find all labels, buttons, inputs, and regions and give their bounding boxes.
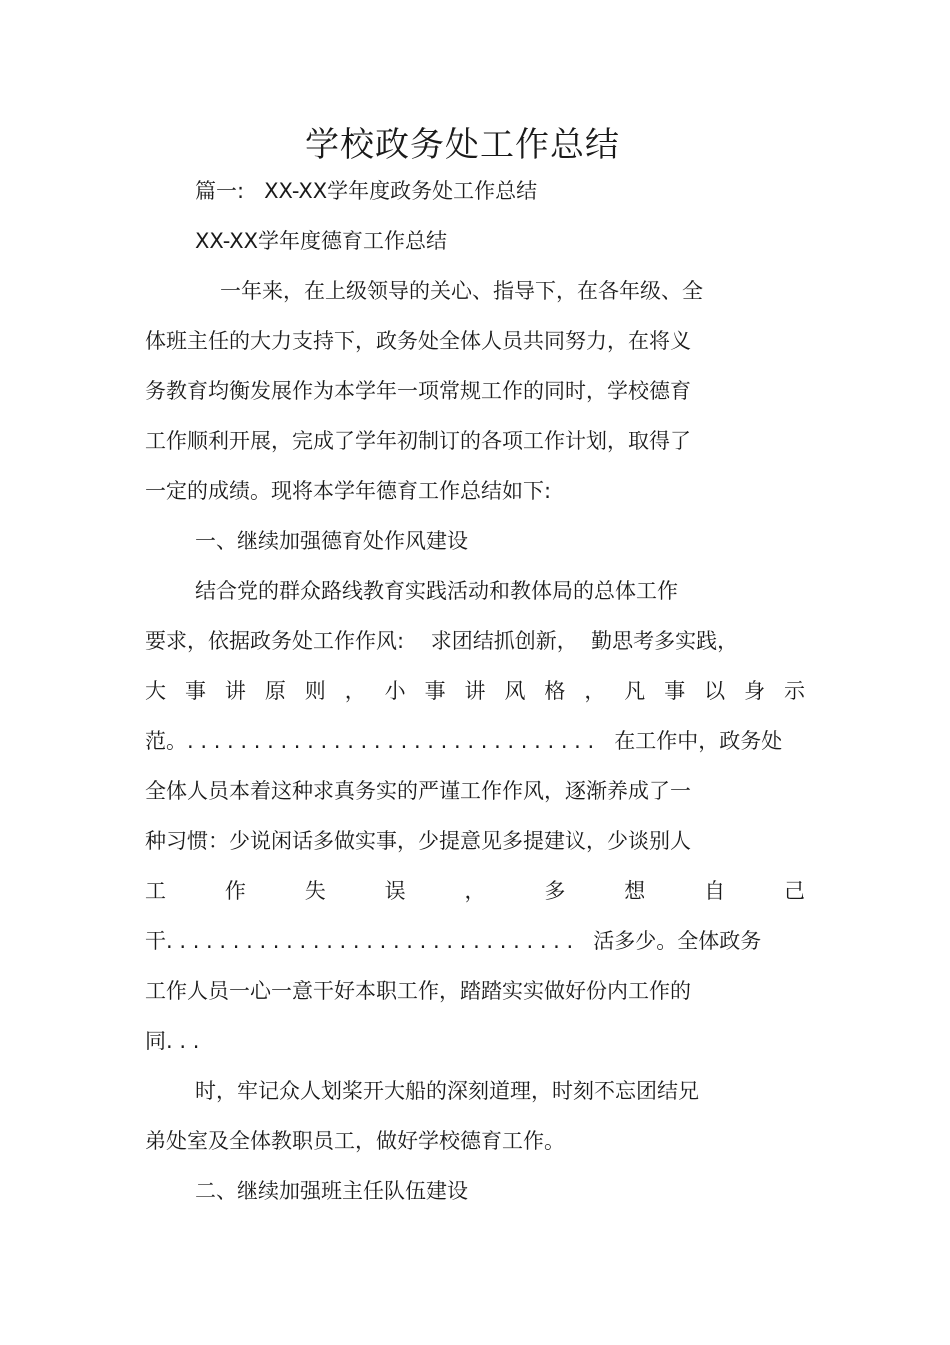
char: 风 xyxy=(504,679,526,703)
justified-line-work xyxy=(145,876,805,906)
char: 身 xyxy=(744,679,766,703)
char: ， xyxy=(344,679,366,703)
justified-line-principles xyxy=(145,676,805,706)
section-heading: XX-XX学年度德育工作总结 xyxy=(195,229,448,253)
char: 作 xyxy=(224,879,246,903)
char: ， xyxy=(464,879,486,903)
char: 事 xyxy=(184,679,206,703)
char: 示 xyxy=(784,679,805,703)
char: 自 xyxy=(704,879,726,903)
char: 误 xyxy=(384,879,406,903)
char: 原 xyxy=(264,679,286,703)
char: 己 xyxy=(784,879,805,903)
char: 想 xyxy=(624,879,646,903)
subtitle-article-one: 篇一: XX-XX学年度政务处工作总结 xyxy=(195,179,538,203)
char: 格 xyxy=(544,679,566,703)
char: ， xyxy=(584,679,606,703)
section-heading-two: 二、继续加强班主任队伍建设 xyxy=(195,1179,468,1203)
document-title: 学校政务处工作总结 xyxy=(305,125,620,165)
paragraph-line: 工作顺利开展，完成了学年初制订的各项工作计划，取得了 xyxy=(145,429,691,453)
section-heading-one: 一、继续加强德育处作风建设 xyxy=(195,529,468,553)
char: 以 xyxy=(704,679,726,703)
char: 小 xyxy=(384,679,406,703)
char: 事 xyxy=(664,679,686,703)
char: 事 xyxy=(424,679,446,703)
char: 凡 xyxy=(624,679,646,703)
char: 则 xyxy=(304,679,326,703)
paragraph-line: 同. . . xyxy=(145,1029,200,1053)
char: 大 xyxy=(145,679,166,703)
paragraph-line: 工作人员一心一意干好本职工作，踏踏实实做好份内工作的 xyxy=(145,979,691,1003)
paragraph-line: 一定的成绩。现将本学年德育工作总结如下: xyxy=(145,479,552,503)
paragraph-line: 一年来，在上级领导的关心、指导下，在各年级、全 xyxy=(220,279,703,303)
char: 多 xyxy=(544,879,566,903)
paragraph-line: 时，牢记众人划桨开大船的深刻道理，时刻不忘团结兄 xyxy=(195,1079,699,1103)
char: 工 xyxy=(145,879,166,903)
paragraph-line: 务教育均衡发展作为本学年一项常规工作的同时，学校德育 xyxy=(145,379,691,403)
paragraph-line: 全体人员本着这种求真务实的严谨工作作风，逐渐养成了一 xyxy=(145,779,691,803)
paragraph-line: 种习惯：少说闲话多做实事，少提意见多提建议，少谈别人 xyxy=(145,829,691,853)
paragraph-line: 要求，依据政务处工作作风: 求团结抓创新， 勤思考多实践， xyxy=(145,629,739,653)
paragraph-line: 结合党的群众路线教育实践活动和教体局的总体工作 xyxy=(195,579,678,603)
paragraph-line: 范。. . . . . . . . . . . . . . . . . . . . . . . . . . . . . . . 在工作中，政务处 xyxy=(145,729,783,753)
paragraph-line: 体班主任的大力支持下，政务处全体人员共同努力，在将义 xyxy=(145,329,691,353)
paragraph-line: 干. . . . . . . . . . . . . . . . . . . . . . . . . . . . . . . 活多少。全体政务 xyxy=(145,929,762,953)
char: 失 xyxy=(304,879,326,903)
char: 讲 xyxy=(224,679,246,703)
char: 讲 xyxy=(464,679,486,703)
paragraph-line: 弟处室及全体教职员工，做好学校德育工作。 xyxy=(145,1129,565,1153)
